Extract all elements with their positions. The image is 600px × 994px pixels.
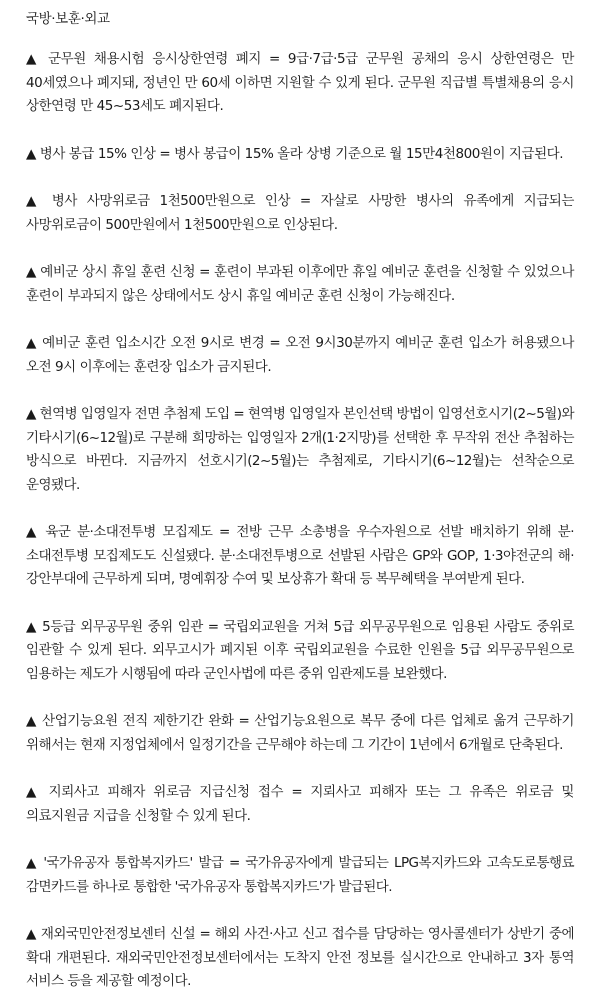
news-item-civilian-employee-age-limit: ▲ 군무원 채용시험 응시상한연령 폐지 = 9급·7급·5급 군무원 공채의 응시 상한연령은 만 40세였으나 폐지돼, 정년인 만 60세 이하면 지원할 수 있게 된다. 군무원 직급별 특별채용의 응시 상한연령 만 45~53세도 폐지된다. [26,51,574,114]
section-title: 국방·보훈·외교 [26,11,110,27]
news-item-diplomat-commission: ▲ 5등급 외무공무원 중위 임관 = 국립외교원을 거쳐 5급 외무공무원으로 임용된 사람도 중위로 임관할 수 있게 된다. 외무고시가 폐지된 이후 국립외교원을 수료한 인원을 5급 외무공무원으로 임용하는 제도가 시행됨에 따라 군인사법에 따른 중위 임관제도를 보완했다. [26,618,574,682]
news-item-combat-soldier-recruitment: ▲ 육군 분·소대전투병 모집제도 = 전방 근무 소총병을 우수자원으로 선발 배치하기 위해 분·소대전투병 모집제도도 신설됐다. 분·소대전투병으로 선발된 사람은 GP와 GOP, 1·3야전군의 해·강안부대에 근무하게 되며, 명예휘장 수여 및 보상휴가 확대 등 복무혜택을 부여받게 된다. [26,524,574,587]
news-item-industrial-technician-transfer: ▲ 산업기능요원 전직 제한기간 완화 = 산업기능요원으로 복무 중에 다른 업체로 옮겨 근무하기 위해서는 현재 지정업체에서 일정기간을 근무해야 하는데 그 기간이 1년에서 6개월로 단축된다. [26,713,574,753]
news-item-soldier-pay-raise: ▲ 병사 봉급 15% 인상 = 병사 봉급이 15% 올라 상병 기준으로 월 15만4천800원이 지급된다. [26,145,564,162]
news-item-landmine-victim-consolation: ▲ 지뢰사고 피해자 위로금 지급신청 접수 = 지뢰사고 피해자 또는 그 유족은 위로금 및 의료지원금 지급을 신청할 수 있게 된다. [26,784,574,824]
news-item-death-consolation: ▲ 병사 사망위로금 1천500만원으로 인상 = 자살로 사망한 병사의 유족에게 지급되는 사망위로금이 500만원에서 1천500만원으로 인상된다. [26,193,574,233]
news-item-enlistment-lottery: ▲ 현역병 입영일자 전면 추첨제 도입 = 현역병 입영일자 본인선택 방법이 입영선호시기(2~5월)와 기타시기(6~12월)로 구분해 희망하는 입영일자 2개(1·2지망)를 선택한 후 무작위 전산 추첨하는 방식으로 바뀐다. 지금까지 선호시기(2~5월)는 추첨제로, 기타시기(6~12월)는 선착순으로 운영됐다. [26,406,574,493]
news-item-reserve-entry-time: ▲ 예비군 훈련 입소시간 오전 9시로 변경 = 오전 9시30분까지 예비군 훈련 입소가 허용됐으나 오전 9시 이후에는 훈련장 입소가 금지된다. [26,335,574,375]
news-item-reserve-holiday-training: ▲ 예비군 상시 휴일 훈련 신청 = 훈련이 부과된 이후에만 휴일 예비군 훈련을 신청할 수 있었으나 훈련이 부과되지 않은 상태에서도 상시 휴일 예비군 훈련 신청이 가능해진다. [26,264,574,304]
news-item-veteran-welfare-card: ▲ '국가유공자 통합복지카드' 발급 = 국가유공자에게 발급되는 LPG복지카드와 고속도로통행료 감면카드를 하나로 통합한 '국가유공자 통합복지카드'가 발급된다. [26,855,574,895]
news-item-overseas-safety-center: ▲ 재외국민안전정보센터 신설 = 해외 사건·사고 신고 접수를 담당하는 영사콜센터가 상반기 중에 확대 개편된다. 재외국민안전정보센터에서는 도착지 안전 정보를 실시간으로 안내하고 3자 통역 서비스 등을 제공할 예정이다. [26,926,574,989]
